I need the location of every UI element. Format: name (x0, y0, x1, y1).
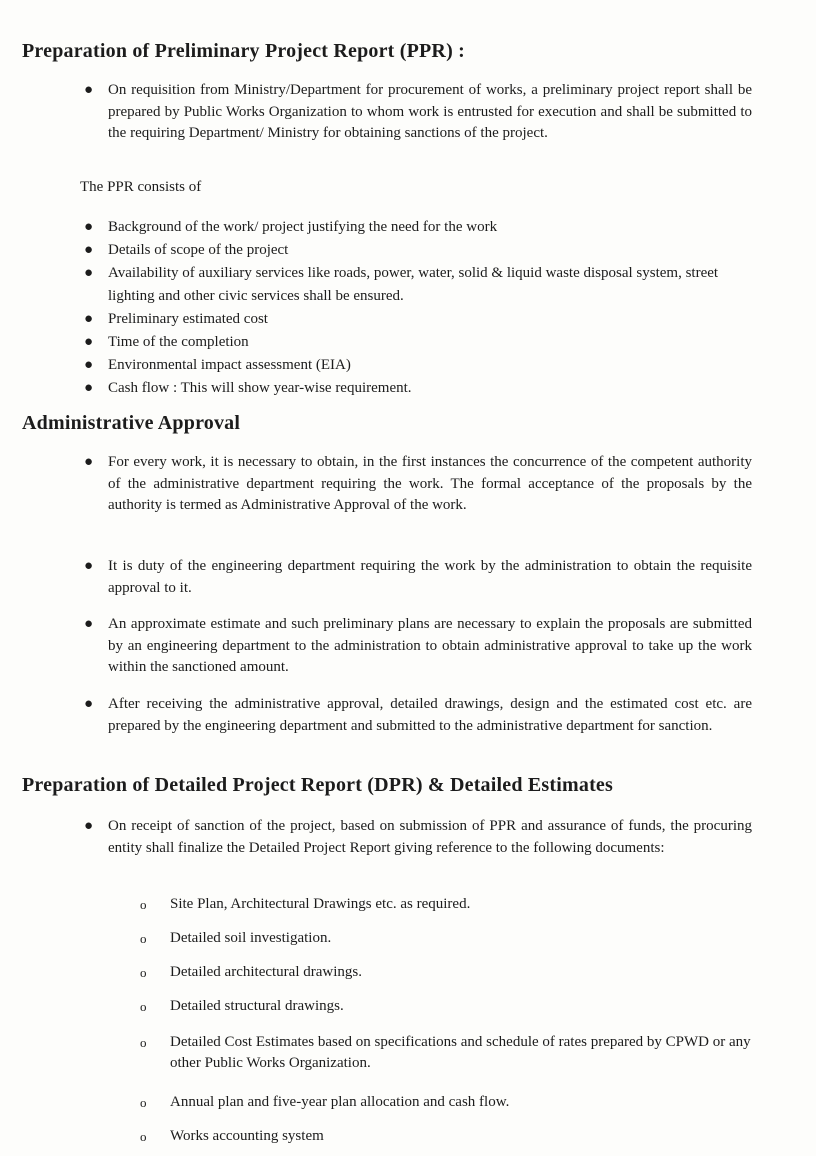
dpr-documents-list (138, 928, 758, 949)
list-item: o Site Plan, Architectural Drawings etc. as required. (138, 894, 758, 915)
bullet-icon: ● (84, 242, 94, 258)
ppr-intro-list (80, 80, 752, 145)
bullet-icon: ● (84, 616, 94, 632)
list-item: ● On requisition from Ministry/Department for procurement of works, a preliminary project report shall be prepared by Public Works Organization to whom work is entrusted for execution and shall be submitted to the requiring Department/ Ministry for obtaining sanctions of the project. (84, 82, 752, 141)
admin-items-list (80, 614, 752, 679)
list-item: o Detailed soil investigation. (138, 928, 758, 949)
bullet-icon: ● (84, 558, 94, 574)
list-item: ● It is duty of the engineering department requiring the work by the administration to obtain the requisite approval to it. (84, 558, 752, 596)
ppr-items-list (80, 216, 752, 400)
list-item: o Detailed Cost Estimates based on specifications and schedule of rates prepared by CPWD or any other Public Works Organization. (140, 1034, 751, 1071)
ppr-consists-label: The PPR consists of (80, 179, 202, 195)
dpr-documents-list (138, 1092, 758, 1113)
list-item: ● For every work, it is necessary to obtain, in the first instances the concurrence of the competent authority of the administrative department requiring the work. The formal acceptance of the proposals by the authority is termed as Administrative Approval of the work. (84, 454, 752, 513)
list-item: ● An approximate estimate and such preliminary plans are necessary to explain the proposals are submitted by an engineering department to the administration to obtain administrative approval to take up the work within the sanctioned amount. (84, 616, 752, 675)
dpr-documents-list (138, 894, 758, 915)
circle-bullet-icon: o (140, 999, 147, 1014)
circle-bullet-icon: o (140, 897, 147, 912)
list-item: ● After receiving the administrative approval, detailed drawings, design and the estimated cost etc. are prepared by the engineering department and submitted to the administrative department for sanction. (84, 696, 752, 734)
circle-bullet-icon: o (140, 931, 147, 946)
list-item: o Works accounting system (138, 1126, 758, 1147)
list-item: o Detailed structural drawings. (138, 996, 758, 1017)
bullet-icon: ● (84, 380, 94, 396)
bullet-icon: ● (84, 454, 94, 470)
bullet-icon: ● (84, 357, 94, 373)
ppr-heading: Preparation of Preliminary Project Report (PPR) : (22, 40, 465, 62)
list-item: ● On receipt of sanction of the project, based on submission of PPR and assurance of funds, the procuring entity shall finalize the Detailed Project Report giving reference to the following documents: (84, 818, 752, 856)
dpr-documents-list (138, 1032, 758, 1074)
admin-items-list (80, 694, 752, 737)
bullet-icon: ● (84, 219, 94, 235)
dpr-documents-list (138, 962, 758, 983)
list-item: ● Availability of auxiliary services like roads, power, water, solid & liquid waste disposal system, street lighting and other civic services shall be ensured. (80, 262, 752, 308)
bullet-icon: ● (84, 818, 94, 834)
list-item: o Annual plan and five-year plan allocation and cash flow. (138, 1092, 758, 1113)
list-item: ● Cash flow : This will show year-wise requirement. (80, 377, 752, 400)
bullet-icon: ● (84, 265, 94, 281)
bullet-icon: ● (84, 311, 94, 327)
admin-items-list (80, 556, 752, 599)
list-item: ● Environmental impact assessment (EIA) (80, 354, 752, 377)
dpr-intro-list (80, 816, 752, 859)
dpr-documents-list (138, 1126, 758, 1147)
circle-bullet-icon: o (140, 1035, 147, 1050)
dpr-heading: Preparation of Detailed Project Report (DPR) & Detailed Estimates (22, 774, 613, 796)
list-item: ● Details of scope of the project (80, 239, 752, 262)
circle-bullet-icon: o (140, 965, 147, 980)
bullet-icon: ● (84, 82, 94, 98)
bullet-icon: ● (84, 696, 94, 712)
list-item: ● Time of the completion (80, 331, 752, 354)
list-item: o Detailed architectural drawings. (138, 962, 758, 983)
admin-items-list (80, 452, 752, 517)
dpr-documents-list (138, 996, 758, 1017)
list-item: ● Background of the work/ project justifying the need for the work (80, 216, 752, 239)
bullet-icon: ● (84, 334, 94, 350)
list-item: ● Preliminary estimated cost (80, 308, 752, 331)
admin-heading: Administrative Approval (22, 412, 241, 434)
circle-bullet-icon: o (140, 1129, 147, 1144)
circle-bullet-icon: o (140, 1095, 147, 1110)
